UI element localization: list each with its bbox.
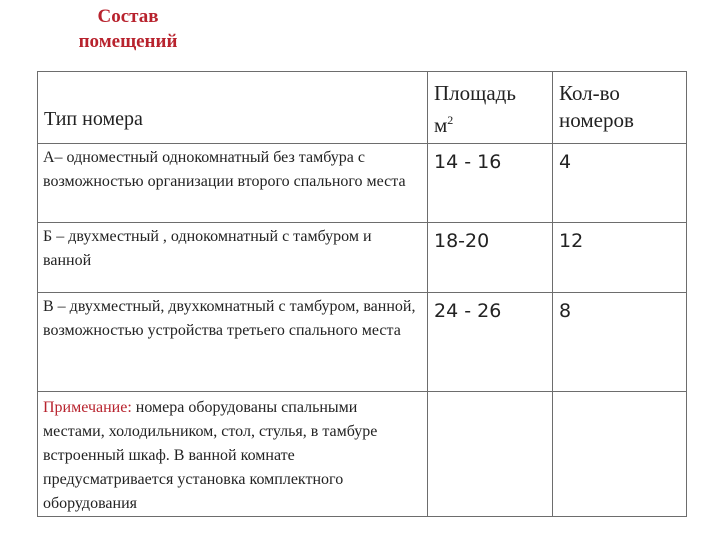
row-type: В – двухместный, двухкомнатный с тамбуром, ванной, возможностью устройства третьего спального места — [38, 293, 428, 392]
header-count-line1: Кол-во — [559, 81, 620, 105]
row-type: А– одноместный однокомнатный без тамбура с возможностью организации второго спального места — [38, 144, 428, 223]
title-line-2: помещений — [78, 31, 178, 52]
header-area-line2: $м^2$ — [434, 113, 454, 137]
row-area: 14 - 16 — [428, 144, 553, 223]
empty-cell — [553, 392, 687, 517]
row-count: 8 — [553, 293, 687, 392]
header-type — [38, 72, 428, 144]
note-cell — [38, 392, 428, 517]
title-line-1: Состав — [97, 6, 159, 27]
row-area: 24 - 26 — [428, 293, 553, 392]
table-note-row — [38, 392, 687, 517]
note-label: Примечание: — [43, 399, 132, 416]
row-area: 18-20 — [428, 223, 553, 293]
header-count — [553, 72, 687, 144]
header-area — [428, 72, 553, 144]
note-text: номера оборудованы спальными местами, холодильником, стол, стулья, в тамбуре встроенный шкаф. В ванной комнате предусматривается установка комплектного оборудования — [43, 399, 378, 512]
rooms-table — [37, 71, 687, 517]
row-count: 4 — [553, 144, 687, 223]
empty-cell — [428, 392, 553, 517]
table-row — [38, 223, 687, 293]
table-row — [38, 293, 687, 392]
header-type-label: Тип номера — [44, 108, 143, 130]
table-header-row — [38, 72, 687, 144]
table-row — [38, 144, 687, 223]
row-count: 12 — [553, 223, 687, 293]
row-type: Б – двухместный , однокомнатный с тамбуром и ванной — [38, 223, 428, 293]
header-area-line1: Площадь — [434, 81, 516, 105]
page-title — [42, 4, 214, 54]
header-count-line2: номеров — [559, 108, 634, 132]
